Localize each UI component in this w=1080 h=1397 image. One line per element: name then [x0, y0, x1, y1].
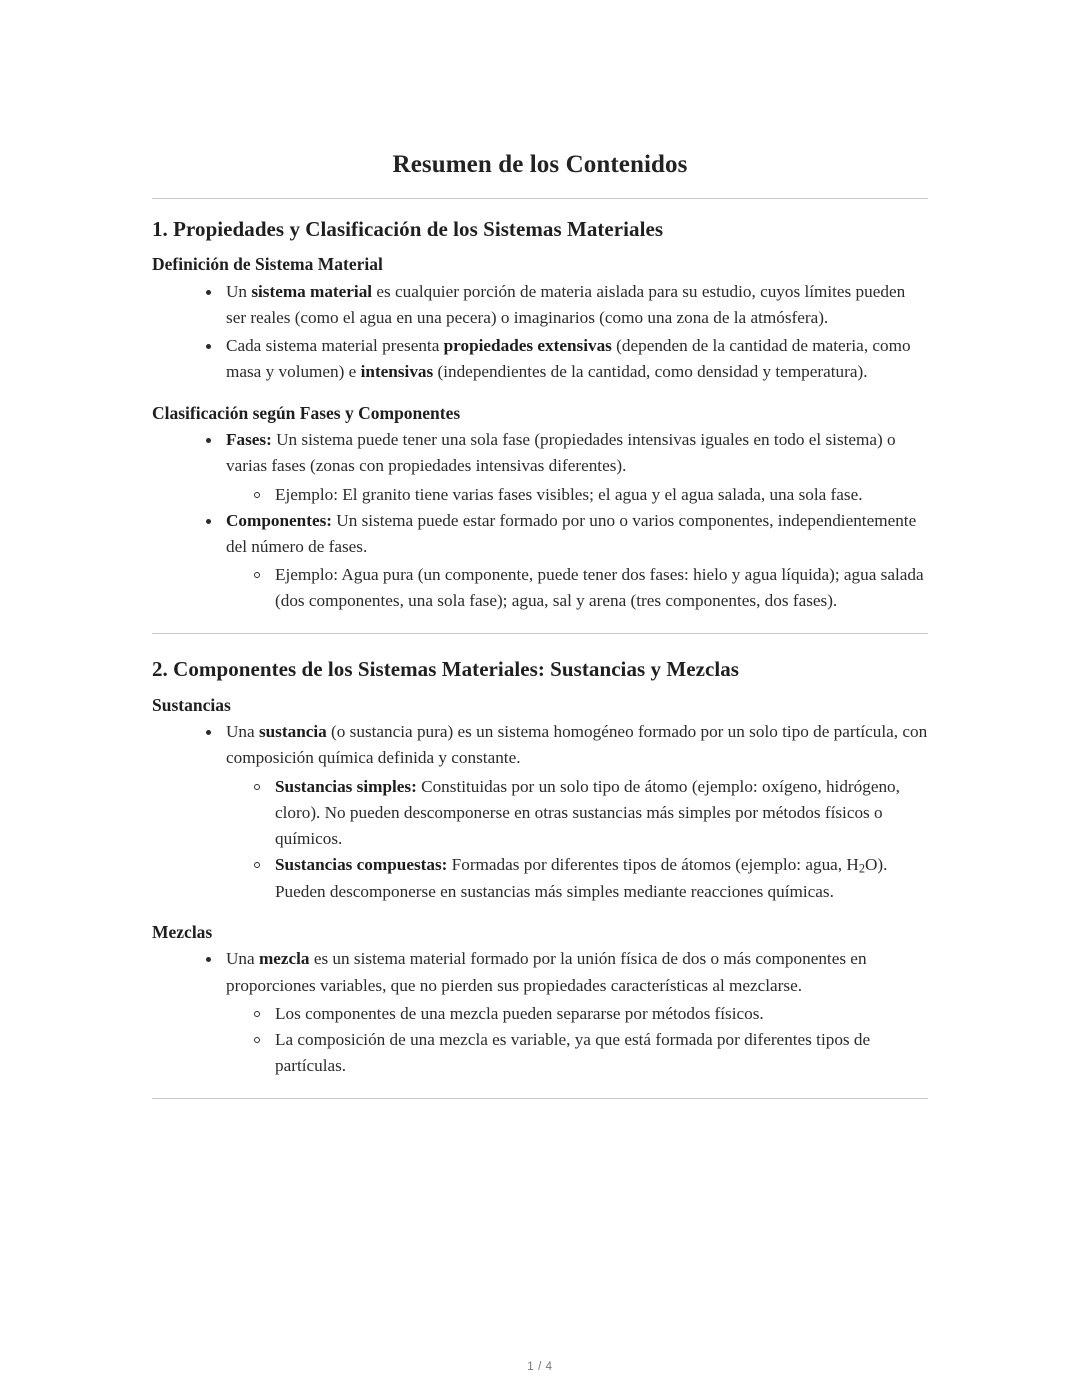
list-item: Cada sistema material presenta propiedades extensivas (dependen de la cantidad de materia, como masa y volumen) e intensivas (independientes de la cantidad, como densidad y temperatura). [204, 333, 928, 385]
list-item: Una sustancia (o sustancia pura) es un sistema homogéneo formado por un solo tipo de partícula, con composición química definida y constante. [204, 719, 928, 771]
sections-container [152, 199, 928, 1099]
sub-list-item: Ejemplo: El granito tiene varias fases visibles; el agua y el agua salada, una sola fase. [253, 482, 928, 508]
subsection-heading: Clasificación según Fases y Componentes [152, 402, 461, 423]
section-group [152, 402, 928, 615]
subsection-heading: Sustancias [152, 694, 231, 715]
section-group [152, 253, 928, 385]
list-item: Un sistema material es cualquier porción de materia aislada para su estudio, cuyos límites pueden ser reales (como el agua en una pecera) o imaginarios (como una zona de la atmósfera). [204, 279, 928, 331]
sub-list-item: Los componentes de una mezcla pueden separarse por métodos físicos. [253, 1001, 928, 1027]
section-group [152, 694, 928, 905]
section-group [152, 921, 928, 1079]
sub-list-item: Sustancias simples: Constituidas por un solo tipo de átomo (ejemplo: oxígeno, hidrógeno, cloro). No pueden descomponerse en otras sustancias más simples por métodos físicos o químicos. [253, 774, 928, 852]
bullet-list [152, 719, 928, 904]
sub-list-item: Ejemplo: Agua pura (un componente, puede tener dos fases: hielo y agua líquida); agua salada (dos componentes, una sola fase); agua, sal y arena (tres componentes, dos fases). [253, 562, 928, 614]
list-item: Fases: Un sistema puede tener una sola fase (propiedades intensivas iguales en todo el sistema) o varias fases (zonas con propiedades intensivas diferentes). [204, 427, 928, 479]
subsection-heading: Mezclas [152, 921, 213, 942]
page-footer: 1 / 4 [527, 1361, 553, 1373]
subsection-heading: Definición de Sistema Material [152, 254, 383, 275]
bullet-list [152, 946, 928, 1079]
sub-list-item: La composición de una mezcla es variable, ya que está formada por diferentes tipos de partículas. [253, 1027, 928, 1079]
list-item: Componentes: Un sistema puede estar formado por uno o varios componentes, independientemente del número de fases. [204, 508, 928, 560]
section-heading: 1. Propiedades y Clasificación de los Sistemas Materiales [152, 217, 664, 241]
sub-bullet-list [204, 774, 928, 905]
section-divider [152, 1098, 928, 1099]
section-1 [152, 199, 928, 614]
sub-bullet-list [204, 1001, 928, 1079]
bullet-list [152, 279, 928, 386]
section-2 [152, 634, 928, 1079]
bullet-list [152, 427, 928, 614]
page-title: Resumen de los Contenidos [392, 151, 688, 178]
sub-list-item: Sustancias compuestas: Formadas por diferentes tipos de átomos (ejemplo: agua, $H_2O$). Pueden descomponerse en sustancias más simples mediante reacciones químicas. [253, 852, 928, 905]
sub-bullet-list [204, 562, 928, 614]
list-item: Una mezcla es un sistema material formado por la unión física de dos o más componentes en proporciones variables, que no pierden sus propiedades características al mezclarse. [204, 946, 928, 998]
section-heading: 2. Componentes de los Sistemas Materiales: Sustancias y Mezclas [152, 657, 740, 682]
sub-bullet-list [204, 482, 928, 508]
